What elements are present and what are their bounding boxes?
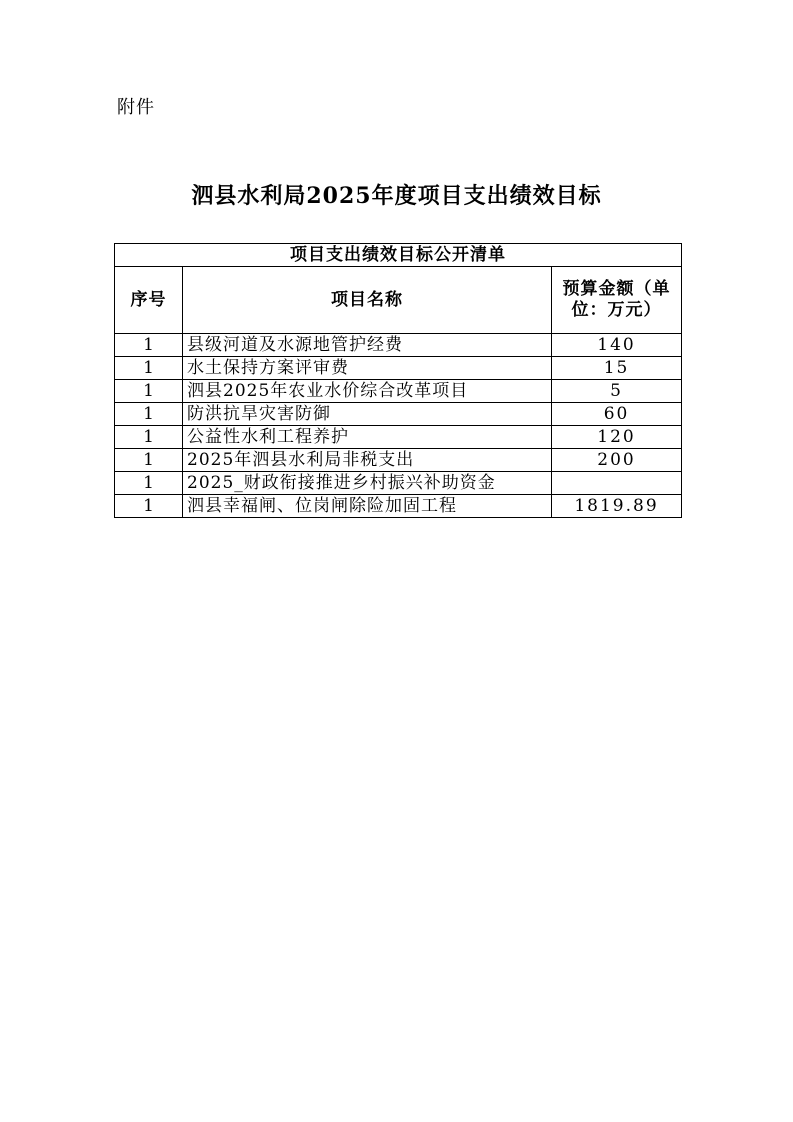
row-amount: 200 — [552, 449, 682, 472]
header-project-name: 项目名称 — [183, 267, 552, 334]
row-project-name: 2025_财政衔接推进乡村振兴补助资金 — [183, 472, 552, 495]
row-project-name: 公益性水利工程养护 — [183, 426, 552, 449]
row-index: 1 — [115, 357, 183, 380]
table-row — [115, 357, 682, 380]
row-amount — [552, 472, 682, 495]
row-amount: 1819.89 — [552, 495, 682, 518]
document-title: 泗县水利局2025年度项目支出绩效目标 — [191, 183, 602, 209]
row-project-name: 防洪抗旱灾害防御 — [183, 403, 552, 426]
header-budget: 预算金额（单位：万元） — [562, 279, 671, 320]
row-project-name: 县级河道及水源地管护经费 — [183, 334, 552, 357]
row-index: 1 — [115, 472, 183, 495]
row-amount: 60 — [552, 403, 682, 426]
table-row — [115, 495, 682, 518]
row-index: 1 — [115, 495, 183, 518]
row-index: 1 — [115, 449, 183, 472]
row-amount: 140 — [552, 334, 682, 357]
row-project-name: 2025年泗县水利局非税支出 — [183, 449, 552, 472]
header-budget-cell — [552, 267, 682, 334]
row-amount: 120 — [552, 426, 682, 449]
row-index: 1 — [115, 380, 183, 403]
row-index: 1 — [115, 426, 183, 449]
table-caption: 项目支出绩效目标公开清单 — [115, 244, 682, 267]
table-row — [115, 403, 682, 426]
attachment-label: 附件 — [117, 97, 155, 118]
row-amount: 5 — [552, 380, 682, 403]
table-row — [115, 472, 682, 495]
table-row — [115, 334, 682, 357]
row-index: 1 — [115, 403, 183, 426]
table-row — [115, 449, 682, 472]
row-project-name: 泗县2025年农业水价综合改革项目 — [183, 380, 552, 403]
table-row — [115, 380, 682, 403]
table-row — [115, 426, 682, 449]
row-amount: 15 — [552, 357, 682, 380]
row-project-name: 水土保持方案评审费 — [183, 357, 552, 380]
row-index: 1 — [115, 334, 183, 357]
performance-goals-table — [114, 243, 682, 518]
table-header-row — [115, 267, 682, 334]
table-caption-row — [115, 244, 682, 267]
row-project-name: 泗县幸福闸、位岗闸除险加固工程 — [183, 495, 552, 518]
header-index: 序号 — [115, 267, 183, 334]
